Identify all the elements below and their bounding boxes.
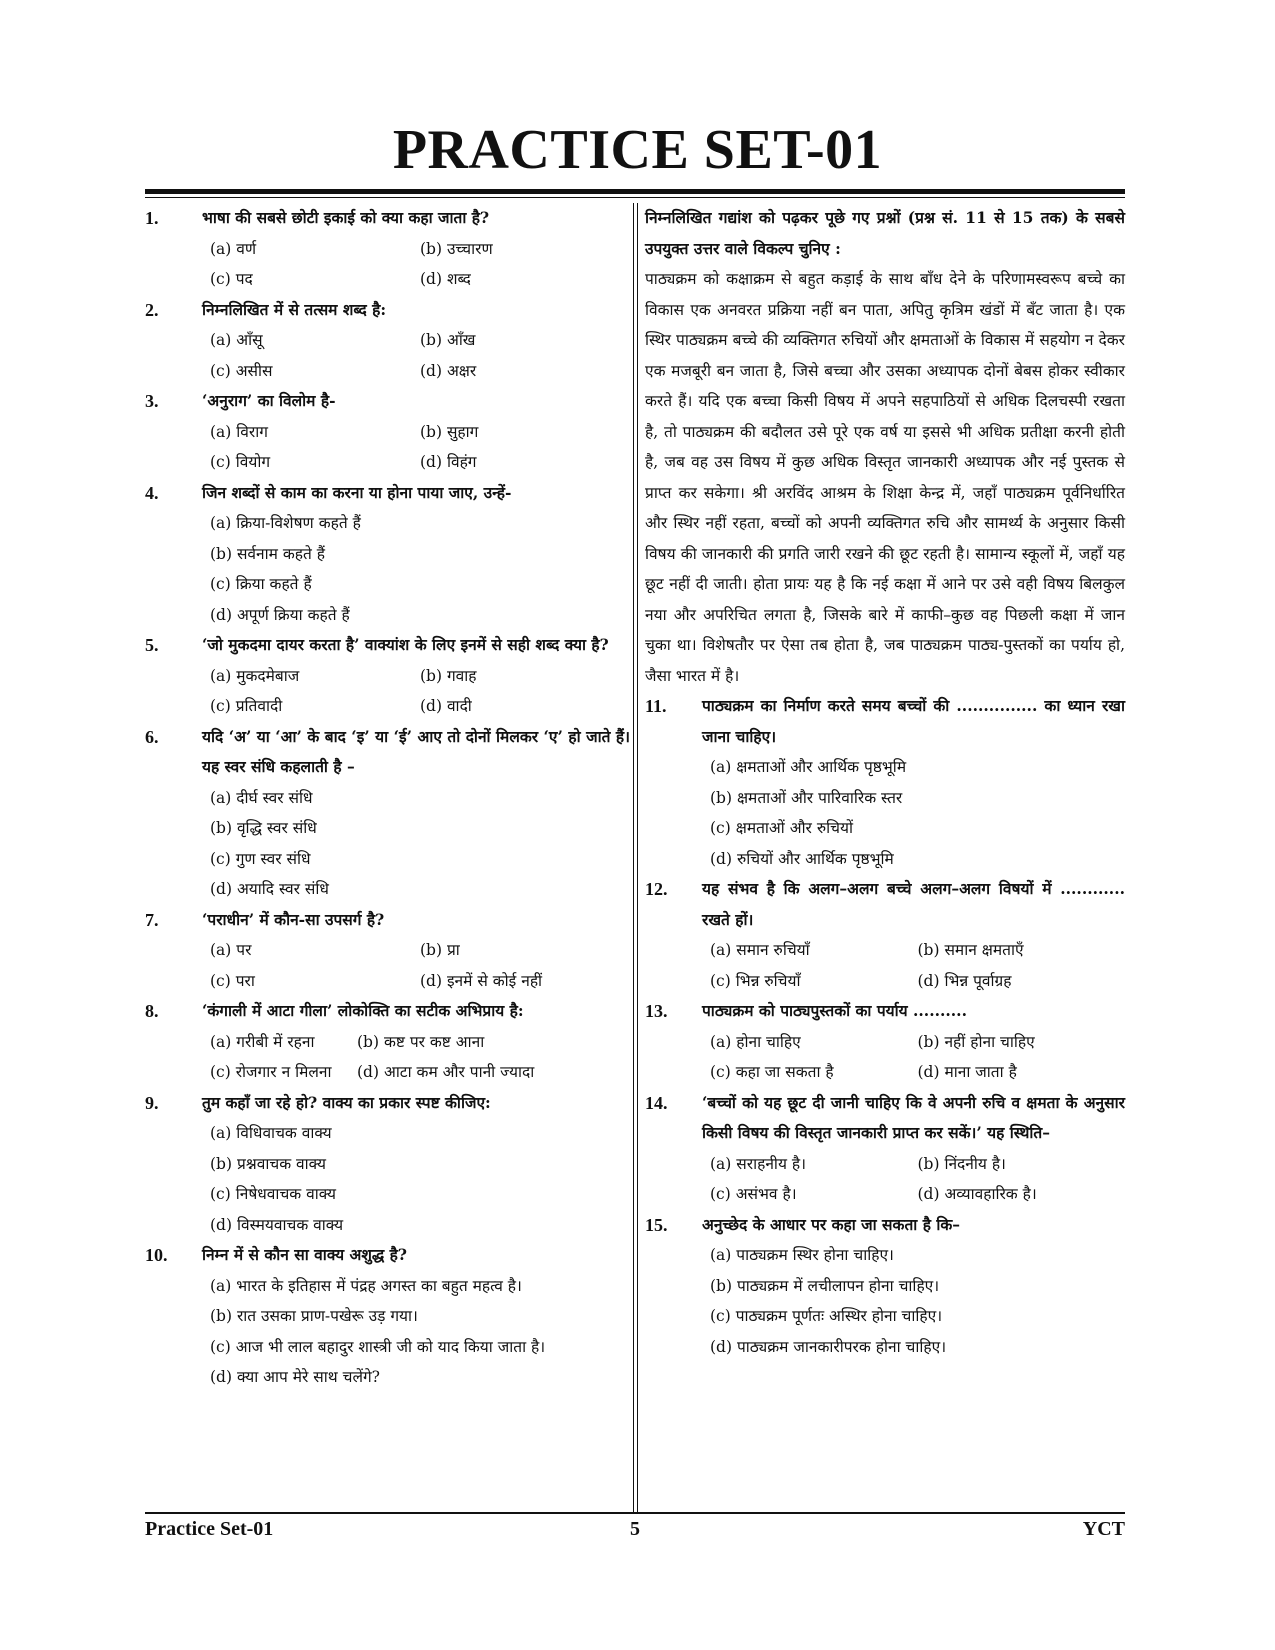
question-number: 10. xyxy=(145,1245,168,1265)
footer xyxy=(145,1518,1125,1548)
left-column xyxy=(145,203,630,1393)
option-list xyxy=(702,935,1125,996)
option-list xyxy=(202,508,630,630)
question-number: 15. xyxy=(645,1214,668,1235)
answer-option: (d) अक्षर xyxy=(420,361,477,380)
question-number: 2. xyxy=(145,299,159,320)
answer-option: (c) क्रिया कहते हैं xyxy=(210,575,312,593)
question-item xyxy=(645,691,1125,874)
title-rule-thin xyxy=(145,197,1125,198)
option-list xyxy=(202,1027,630,1088)
question-item xyxy=(145,386,630,478)
option-list xyxy=(202,417,630,478)
question-number: 6. xyxy=(145,726,159,747)
answer-option: (b) सुहाग xyxy=(420,422,479,441)
option-list xyxy=(202,935,630,996)
answer-option: (c) आज भी लाल बहादुर शास्त्री जी को याद किया जाता है। xyxy=(210,1337,546,1356)
passage-text: पाठ्यक्रम को कक्षाक्रम से बहुत कड़ाई के साथ बाँध देने के परिणामस्वरूप बच्चे का विकास एक अनवरत प्रक्रिया नहीं बन पाता, अपितु कृत्रिम खंडों में बँट जाता है। एक स्थिर पाठ्यक्रम बच्चे की व्यक्तिगत रुचियों और क्षमताओं के विकास में सहयोग न देकर एक मजबूरी बन जाता है, जिसे बच्चा और उसका अध्यापक दोनों बेबस होकर स्वीकार करते हैं। यदि एक बच्चा किसी विषय में अपने सहपाठियों से अधिक दिलचस्पी रखता है, तो पाठ्यक्रम की बदौलत उसे पूरे एक वर्ष या इससे भी अधिक प्रतीक्षा करनी होती है, जब वह उस विषय में कुछ अधिक विस्तृत जानकारी अध्यापक और नई पुस्तक से प्राप्त कर सकेगा। श्री अरविंद आश्रम के शिक्षा केन्द्र में, जहाँ पाठ्यक्रम पूर्वनिर्धारित और स्थिर नहीं रहता, बच्चों को अपनी व्यक्तिगत रुचि और सामर्थ्य के अनुसार किसी विषय की जानकारी की प्रगति जारी रखने की छूट रहती है। सामान्य स्कूलों में, जहाँ यह छूट नहीं दी जाती। होता प्रायः यह है कि नई कक्षा में आने पर उसे वही विषय बिलकुल नया और अपरिचित लगता है, जिसके बारे में काफी–कुछ वह पिछली कक्षा में जान चुका था। विशेषतौर पर ऐसा तब होता है, जब पाठ्यक्रम पाठ्य-पुस्तकों का पर्याय हो, जैसा भारत में है। xyxy=(645,270,1125,685)
question-number: 4. xyxy=(145,482,159,503)
question-item xyxy=(145,203,630,295)
question-item xyxy=(145,295,630,387)
question-text: ‘पराधीन’ में कौन-सा उपसर्ग है? xyxy=(202,909,385,929)
answer-option: (b) क्षमताओं और पारिवारिक स्तर xyxy=(710,788,903,807)
answer-option: (d) रुचियों और आर्थिक पृष्ठभूमि xyxy=(710,849,894,868)
answer-option: (a) क्षमताओं और आर्थिक पृष्ठभूमि xyxy=(710,758,907,776)
answer-option: (a) सराहनीय है। xyxy=(710,1154,806,1173)
question-text: यदि ‘अ’ या ‘आ’ के बाद ‘इ’ या ‘ई’ आए तो दोनों मिलकर ‘ए’ हो जाते हैं। यह स्वर संधि कहलाती है – xyxy=(202,726,630,776)
question-number: 14. xyxy=(645,1092,668,1113)
answer-option: (d) पाठ्यक्रम जानकारीपरक होना चाहिए। xyxy=(710,1337,947,1356)
answer-option: (c) क्षमताओं और रुचियों xyxy=(710,819,853,837)
question-text: अनुच्छेद के आधार पर कहा जा सकता है कि– xyxy=(702,1214,960,1234)
answer-option: (c) भिन्न रुचियाँ xyxy=(710,971,801,990)
option-list xyxy=(202,1118,630,1240)
question-text: निम्न में से कौन सा वाक्य अशुद्ध है? xyxy=(202,1245,407,1264)
answer-option: (b) प्रा xyxy=(420,941,460,959)
answer-option: (b) पाठ्यक्रम में लचीलापन होना चाहिए। xyxy=(710,1276,940,1295)
answer-option: (d) शब्द xyxy=(420,270,471,288)
option-list xyxy=(202,661,630,722)
answer-option: (a) मुकदमेबाज xyxy=(210,666,300,685)
question-item xyxy=(645,874,1125,996)
option-list xyxy=(702,1149,1125,1210)
question-number: 5. xyxy=(145,635,159,655)
answer-option: (a) वर्ण xyxy=(210,239,257,258)
question-text: पाठ्यक्रम का निर्माण करते समय बच्चों की ............... का ध्यान रखा जाना चाहिए। xyxy=(702,696,1125,746)
option-list xyxy=(202,234,630,295)
answer-option: (d) अयादि स्वर संधि xyxy=(210,880,329,898)
question-number: 8. xyxy=(145,1001,159,1021)
option-list xyxy=(702,1240,1125,1362)
column-divider xyxy=(633,203,634,1513)
question-item xyxy=(145,630,630,722)
right-questions xyxy=(645,691,1125,1362)
question-text: जिन शब्दों से काम का करना या होना पाया जाए, उन्हें- xyxy=(202,482,512,502)
answer-option: (c) पाठ्यक्रम पूर्णतः अस्थिर होना चाहिए। xyxy=(710,1307,943,1325)
question-text: तुम कहाँ जा रहे हो? वाक्य का प्रकार स्पष्ट कीजिए: xyxy=(202,1092,491,1112)
answer-option: (c) कहा जा सकता है xyxy=(710,1063,834,1081)
answer-option: (d) आटा कम और पानी ज्यादा xyxy=(357,1063,535,1081)
question-item xyxy=(145,905,630,997)
footer-left: Practice Set-01 xyxy=(145,1518,274,1540)
page-number: 5 xyxy=(630,1518,640,1540)
question-item xyxy=(145,722,630,905)
answer-option: (d) अव्यावहारिक है। xyxy=(917,1185,1037,1203)
answer-option: (a) पर xyxy=(210,941,252,959)
right-column xyxy=(645,203,1125,1362)
answer-option: (d) अपूर्ण क्रिया कहते हैं xyxy=(210,605,350,624)
question-item xyxy=(645,1088,1125,1210)
column-divider-2 xyxy=(637,203,638,1513)
question-number: 12. xyxy=(645,879,668,899)
question-number: 7. xyxy=(145,909,159,930)
answer-option: (a) समान रुचियाँ xyxy=(710,941,810,959)
answer-option: (a) आँसू xyxy=(210,331,263,349)
footer-right: YCT xyxy=(1082,1518,1125,1540)
question-text: ‘कंगाली में आटा गीला’ लोकोक्ति का सटीक अभिप्राय है: xyxy=(202,1001,524,1020)
answer-option: (a) क्रिया-विशेषण कहते हैं xyxy=(210,514,361,532)
question-text: ‘अनुराग’ का विलोम है- xyxy=(202,391,336,410)
question-number: 3. xyxy=(145,391,159,411)
question-text: यह संभव है कि अलग–अलग बच्चे अलग–अलग विषयों में ............ रखते हों। xyxy=(702,879,1125,929)
answer-option: (b) उच्चारण xyxy=(420,239,493,258)
question-item xyxy=(645,1210,1125,1363)
answer-option: (b) सर्वनाम कहते हैं xyxy=(210,544,325,563)
question-item xyxy=(145,1088,630,1241)
answer-option: (d) क्या आप मेरे साथ चलेंगे? xyxy=(210,1368,380,1386)
answer-option: (b) गवाह xyxy=(420,666,477,685)
option-list xyxy=(202,1271,630,1393)
answer-option: (b) आँख xyxy=(420,331,476,349)
answer-option: (d) वादी xyxy=(420,697,472,715)
answer-option: (a) दीर्घ स्वर संधि xyxy=(210,788,313,807)
answer-option: (d) भिन्न पूर्वाग्रह xyxy=(917,971,1012,990)
answer-option: (c) गुण स्वर संधि xyxy=(210,849,311,868)
answer-option: (b) कष्ट पर कष्ट आना xyxy=(357,1032,485,1051)
answer-option: (c) रोजगार न मिलना xyxy=(210,1063,332,1081)
question-number: 9. xyxy=(145,1092,159,1113)
question-number: 1. xyxy=(145,208,159,228)
answer-option: (c) पद xyxy=(210,270,253,288)
question-text: ‘बच्चों को यह छूट दी जानी चाहिए कि वे अपनी रुचि व क्षमता के अनुसार किसी विषय की विस्तृत जानकारी प्राप्त कर सकें।’ यह स्थिति– xyxy=(702,1092,1125,1142)
answer-option: (d) माना जाता है xyxy=(917,1063,1017,1081)
answer-option: (c) असंभव है। xyxy=(710,1185,797,1203)
answer-option: (a) भारत के इतिहास में पंद्रह अगस्त का बहुत महत्व है। xyxy=(210,1276,522,1295)
answer-option: (a) विधिवाचक वाक्य xyxy=(210,1124,332,1142)
answer-option: (d) इनमें से कोई नहीं xyxy=(420,971,543,990)
answer-option: (c) असीस xyxy=(210,361,273,380)
footer-rule xyxy=(145,1512,1125,1514)
answer-option: (c) परा xyxy=(210,971,255,990)
question-text: भाषा की सबसे छोटी इकाई को क्या कहा जाता है? xyxy=(202,208,490,227)
option-list xyxy=(202,325,630,386)
answer-option: (a) होना चाहिए xyxy=(710,1032,801,1051)
option-list xyxy=(202,783,630,905)
answer-option: (a) गरीबी में रहना xyxy=(210,1032,315,1051)
answer-option: (a) पाठ्यक्रम स्थिर होना चाहिए। xyxy=(710,1246,894,1264)
answer-option: (c) प्रतिवादी xyxy=(210,697,283,715)
option-list xyxy=(702,752,1125,874)
question-item xyxy=(645,996,1125,1088)
answer-option: (a) विराग xyxy=(210,422,268,441)
answer-option: (c) वियोग xyxy=(210,453,271,471)
question-item xyxy=(145,1240,630,1393)
answer-option: (b) समान क्षमताएँ xyxy=(917,941,1024,959)
question-item xyxy=(145,996,630,1088)
page-title: PRACTICE SET-01 xyxy=(392,119,883,181)
passage-heading: निम्नलिखित गद्यांश को पढ़कर पूछे गए प्रश्नों (प्रश्न सं. 11 से 15 तक) के सबसे उपयुक्त उत्तर वाले विकल्प चुनिए : xyxy=(645,208,1125,258)
option-list xyxy=(702,1027,1125,1088)
question-text: निम्नलिखित में से तत्सम शब्द है: xyxy=(202,299,387,319)
question-number: 11. xyxy=(645,696,667,716)
answer-option: (c) निषेधवाचक वाक्य xyxy=(210,1185,337,1203)
answer-option: (b) निंदनीय है। xyxy=(917,1154,1006,1173)
answer-option: (b) प्रश्नवाचक वाक्य xyxy=(210,1154,326,1173)
answer-option: (b) वृद्धि स्वर संधि xyxy=(210,819,317,837)
answer-option: (d) विहंग xyxy=(420,453,477,471)
question-number: 13. xyxy=(645,1001,668,1021)
answer-option: (d) विस्मयवाचक वाक्य xyxy=(210,1215,344,1234)
question-text: पाठ्यक्रम को पाठ्यपुस्तकों का पर्याय .......... xyxy=(702,1001,967,1020)
question-text: ‘जो मुकदमा दायर करता है’ वाक्यांश के लिए इनमें से सही शब्द क्या है? xyxy=(202,635,609,654)
answer-option: (b) रात उसका प्राण-पखेरू उड़ गया। xyxy=(210,1307,418,1325)
answer-option: (b) नहीं होना चाहिए xyxy=(917,1032,1035,1051)
question-item xyxy=(145,478,630,631)
title-rule-thick xyxy=(145,189,1125,194)
